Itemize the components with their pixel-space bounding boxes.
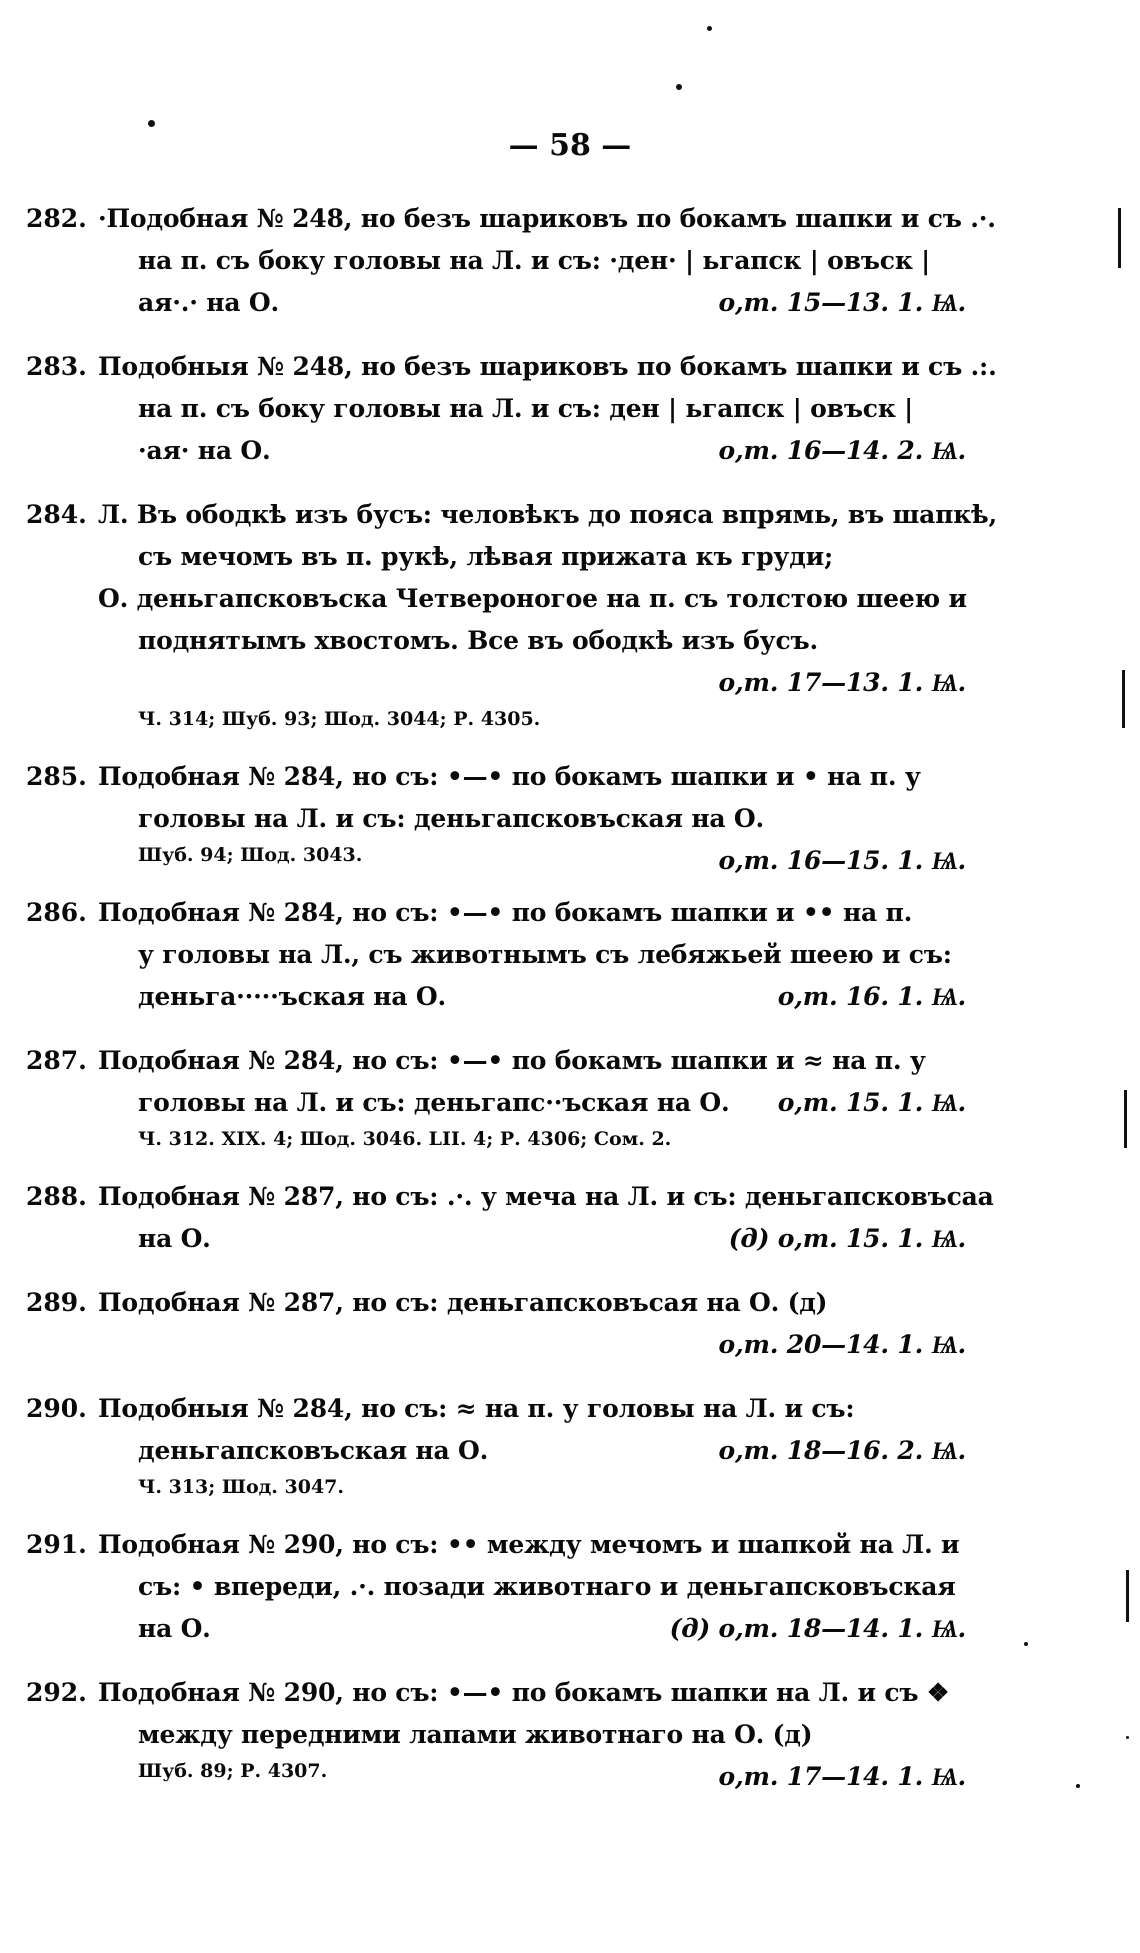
entry-text: деньга·····ъская на О. bbox=[138, 982, 446, 1011]
scan-speck bbox=[148, 120, 155, 127]
entry-number: 287. bbox=[26, 1046, 87, 1075]
entry-text-line: поднятымъ хвостомъ. Все въ ободкѣ изъ бусъ. bbox=[138, 626, 818, 655]
catalogue-entry bbox=[26, 1040, 966, 1154]
entry-number: 282. bbox=[26, 204, 87, 233]
catalogue-entry bbox=[26, 1282, 966, 1366]
scan-speck bbox=[1076, 1784, 1080, 1788]
page-number: — 58 — bbox=[508, 128, 632, 163]
entry-text-line: Подобная № 290, но съ: •—• по бокамъ шапки на Л. и съ ❖ bbox=[98, 1678, 950, 1707]
entry-references: Ч. 312. XIX. 4; Шод. 3046. LII. 4; Р. 4306; Сом. 2. bbox=[138, 1128, 672, 1150]
entry-measure: о,т. 16. 1. Ѩ. bbox=[777, 982, 966, 1011]
catalogue-entry bbox=[26, 346, 997, 472]
entry-text-line: Л. Въ ободкѣ изъ бусъ: человѣкъ до пояса впрямь, въ шапкѣ, bbox=[98, 500, 997, 529]
entry-text-line bbox=[26, 282, 966, 324]
entry-measure: о,т. 16—14. 2. Ѩ. bbox=[718, 436, 966, 465]
entry-text: на О. bbox=[138, 1614, 211, 1643]
catalogue-entry bbox=[26, 198, 996, 324]
entry-measure: о,т. 20—14. 1. Ѩ. bbox=[718, 1330, 966, 1359]
entry-text: между передними лапами животнаго на О. (д) bbox=[138, 1720, 813, 1749]
entry-measure: о,т. 16—15. 1. Ѩ. bbox=[718, 846, 966, 875]
entry-measure: о,т. 17—13. 1. Ѩ. bbox=[718, 668, 966, 697]
entry-text-line: Подобныя № 248, но безъ шариковъ по бокамъ шапки и съ .:. bbox=[98, 352, 997, 381]
entry-text-line: Подобная № 290, но съ: •• между мечомъ и шапкой на Л. и bbox=[98, 1530, 960, 1559]
catalogue-entry bbox=[26, 756, 966, 875]
entry-number: 286. bbox=[26, 898, 87, 927]
entry-number: 290. bbox=[26, 1394, 87, 1423]
entry-text-line: съ мечомъ въ п. рукѣ, лѣвая прижата къ груди; bbox=[138, 542, 834, 571]
entry-text-line: Подобная № 284, но съ: •—• по бокамъ шапки и • на п. у bbox=[98, 762, 921, 791]
entry-text-line bbox=[26, 430, 966, 472]
catalogue-entry bbox=[26, 494, 997, 734]
entry-text-line: О. деньгапсковъска Четвероногое на п. съ толстою шеею и bbox=[98, 584, 967, 613]
entry-text: на О. bbox=[138, 1224, 211, 1253]
entry-text-line: Подобныя № 284, но съ: ≈ на п. у головы на Л. и съ: bbox=[98, 1394, 855, 1423]
entry-number: 284. bbox=[26, 500, 87, 529]
entry-number: 288. bbox=[26, 1182, 87, 1211]
entry-text-line: ·Подобная № 248, но безъ шариковъ по бокамъ шапки и съ .·. bbox=[98, 204, 996, 233]
entry-references: Шуб. 89; Р. 4307. bbox=[138, 1760, 328, 1782]
entry-text-line: Подобная № 287, но съ: .·. у меча на Л. и съ: деньгапсковъсаа bbox=[98, 1182, 994, 1211]
entry-text-line: у головы на Л., съ животнымъ съ лебяжьей шеею и съ: bbox=[138, 940, 952, 969]
catalogue-entries bbox=[26, 198, 997, 1808]
entry-measure: (д) о,т. 15. 1. Ѩ. bbox=[728, 1224, 966, 1253]
entry-text-line bbox=[26, 1608, 966, 1650]
entry-number: 283. bbox=[26, 352, 87, 381]
entry-text: головы на Л. и съ: деньгапс··ъская на О. bbox=[138, 1088, 730, 1117]
scan-edge-mark bbox=[1122, 670, 1125, 728]
entry-text: деньгапсковъская на О. bbox=[138, 1436, 489, 1465]
entry-measure: о,т. 18—16. 2. Ѩ. bbox=[718, 1436, 966, 1465]
catalogue-entry bbox=[26, 892, 966, 1018]
entry-text-line: на п. съ боку головы на Л. и съ: ·ден· | ьгапск | овъск | bbox=[138, 246, 931, 275]
entry-measure: (д) о,т. 18—14. 1. Ѩ. bbox=[669, 1614, 966, 1643]
entry-text-line bbox=[26, 976, 966, 1018]
entry-text-line: на п. съ боку головы на Л. и съ: ден | ьгапск | овъск | bbox=[138, 394, 914, 423]
entry-text-line bbox=[26, 1218, 966, 1260]
entry-references: Шуб. 94; Шод. 3043. bbox=[138, 844, 363, 866]
entry-text-line: съ: • впереди, .·. позади животнаго и деньгапсковъская bbox=[138, 1572, 956, 1601]
entry-text-line bbox=[26, 1430, 966, 1472]
catalogue-entry bbox=[26, 1672, 966, 1791]
scan-speck bbox=[1126, 1736, 1129, 1739]
scan-edge-mark bbox=[1126, 1570, 1129, 1622]
entry-text: головы на Л. и съ: деньгапсковъская на О. bbox=[138, 804, 765, 833]
catalogue-entry bbox=[26, 1388, 966, 1502]
entry-text: ая·.· на О. bbox=[138, 288, 279, 317]
entry-text-line bbox=[26, 1082, 966, 1124]
entry-number: 291. bbox=[26, 1530, 87, 1559]
scan-edge-mark bbox=[1118, 208, 1121, 268]
entry-measure: о,т. 15—13. 1. Ѩ. bbox=[718, 288, 966, 317]
catalogue-entry bbox=[26, 1524, 966, 1650]
entry-text-line: Подобная № 287, но съ: деньгапсковъсая на О. (д) bbox=[98, 1288, 828, 1317]
entry-number: 289. bbox=[26, 1288, 87, 1317]
scan-speck bbox=[1024, 1642, 1028, 1646]
entry-text-line: Подобная № 284, но съ: •—• по бокамъ шапки и •• на п. bbox=[98, 898, 913, 927]
entry-measure: о,т. 17—14. 1. Ѩ. bbox=[718, 1762, 966, 1791]
catalogue-entry bbox=[26, 1176, 994, 1260]
scan-speck bbox=[676, 84, 682, 90]
entry-text-line bbox=[26, 662, 966, 704]
entry-text-line bbox=[26, 1324, 966, 1366]
scan-edge-mark bbox=[1124, 1090, 1127, 1148]
entry-references: Ч. 314; Шуб. 93; Шод. 3044; Р. 4305. bbox=[138, 708, 541, 730]
entry-measure: о,т. 15. 1. Ѩ. bbox=[777, 1088, 966, 1117]
entry-text: ·ая· на О. bbox=[138, 436, 271, 465]
entry-references: Ч. 313; Шод. 3047. bbox=[138, 1476, 345, 1498]
entry-number: 292. bbox=[26, 1678, 87, 1707]
scan-speck bbox=[707, 26, 712, 31]
entry-number: 285. bbox=[26, 762, 87, 791]
entry-text-line: Подобная № 284, но съ: •—• по бокамъ шапки и ≈ на п. у bbox=[98, 1046, 926, 1075]
